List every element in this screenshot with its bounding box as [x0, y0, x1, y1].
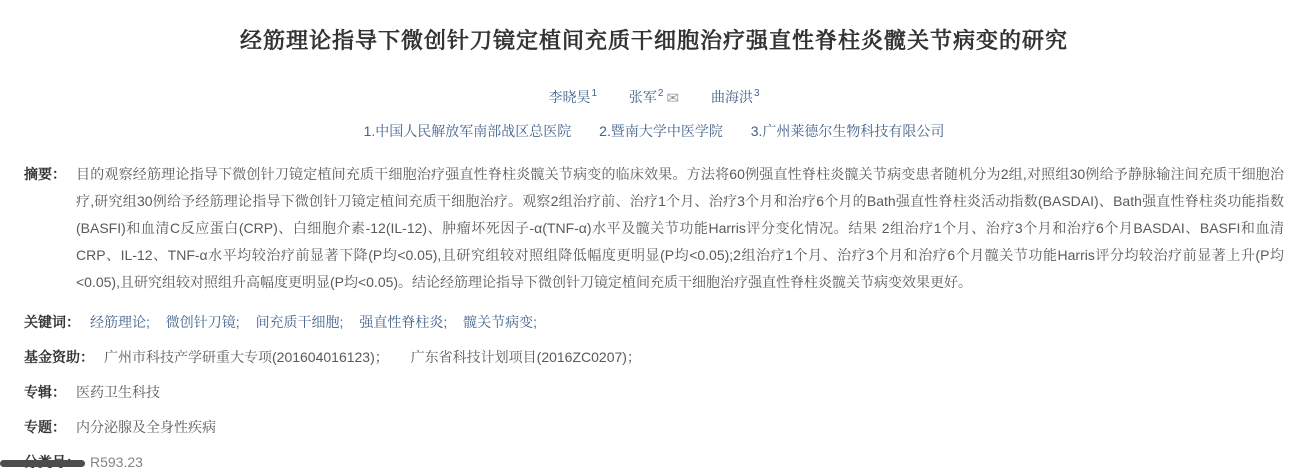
affiliations-row	[24, 121, 1284, 141]
author-affiliation-sup: 2	[657, 88, 664, 100]
affiliation-link[interactable]: 2.暨南大学中医学院	[599, 123, 723, 139]
keyword-link[interactable]: 髋关节病变;	[463, 314, 538, 330]
keyword-link[interactable]: 强直性脊柱炎;	[359, 314, 448, 330]
clc-value: R593.23	[90, 454, 143, 468]
album-value: 医药卫生科技	[76, 384, 160, 400]
abstract-row	[24, 161, 1284, 296]
abstract-label: 摘要：	[24, 166, 66, 182]
author-link[interactable]	[629, 89, 679, 105]
album-label: 专辑：	[24, 384, 66, 400]
funding-list	[104, 344, 659, 370]
author-link[interactable]	[548, 89, 597, 105]
keywords-list	[90, 309, 549, 335]
keyword-link[interactable]: 经筋理论;	[90, 314, 150, 330]
email-icon[interactable]: ✉	[666, 90, 680, 107]
clc-row	[24, 449, 1284, 468]
keyword-link[interactable]: 微创针刀镜;	[165, 314, 240, 330]
abstract-text: 目的观察经筋理论指导下微创针刀镜定植间充质干细胞治疗强直性脊柱炎髋关节病变的临床效果。方法将60例强直性脊柱炎髋关节病变患者随机分为2组,对照组30例给予静脉输注间充质干细胞治疗,研究组30例给予经筋理论指导下微创针刀镜定植间充质干细胞治疗。观察2组治疗前、治疗1个月、治疗3个月和治疗6个月的Bath强直性脊柱炎活动指数(BASDAI)、Bath强直性脊柱炎功能指数(BASFI)和血清C反应蛋白(CRP)、白细胞介素-12(IL-12)、肿瘤坏死因子-α(TNF-α)水平及髋关节功能Harris评分变化情况。结果 2组治疗1个月、治疗3个月和治疗6个月BASDAI、BASFI和血清CRP、IL-12、TNF-α水平均较治疗前显著下降(P均<0.05),且研究组较对照组降低幅度更明显(P均<0.05);2组治疗1个月、治疗3个月和治疗6个月髋关节功能Harris评分均较治疗前显著上升(P均<0.05),且研究组较对照组升高幅度更明显(P均<0.05)。结论经筋理论指导下微创针刀镜定植间充质干细胞治疗强直性脊柱炎髋关节病变效果更好。	[76, 166, 1284, 290]
affiliation-link[interactable]: 3.广州莱德尔生物科技有限公司	[750, 123, 945, 139]
topic-label: 专题：	[24, 419, 66, 435]
author-affiliation-sup: 1	[591, 88, 598, 100]
authors-row	[24, 87, 1284, 107]
author-affiliation-sup: 3	[753, 88, 760, 100]
page-title: 经筋理论指导下微创针刀镜定植间充质干细胞治疗强直性脊柱炎髋关节病变的研究	[239, 28, 1068, 53]
album-row	[24, 379, 1284, 405]
funding-row	[24, 344, 1284, 370]
affiliation-link[interactable]: 1.中国人民解放军南部战区总医院	[363, 123, 572, 139]
author-name: 曲海洪	[710, 89, 753, 105]
funding-label: 基金资助：	[24, 349, 94, 365]
author-name: 李晓昊	[548, 89, 591, 105]
keywords-row	[24, 309, 1284, 335]
funding-item: 广东省科技计划项目(2016ZC0207)；	[410, 349, 641, 365]
horizontal-scrollbar-thumb[interactable]	[0, 460, 85, 467]
keywords-label: 关键词：	[24, 314, 80, 330]
keyword-link[interactable]: 间充质干细胞;	[255, 314, 344, 330]
author-link[interactable]	[711, 89, 760, 105]
author-name: 张军	[628, 89, 657, 105]
topic-row	[24, 414, 1284, 440]
topic-value: 内分泌腺及全身性疾病	[76, 419, 216, 435]
funding-item: 广州市科技产学研重大专项(201604016123)；	[104, 349, 389, 365]
